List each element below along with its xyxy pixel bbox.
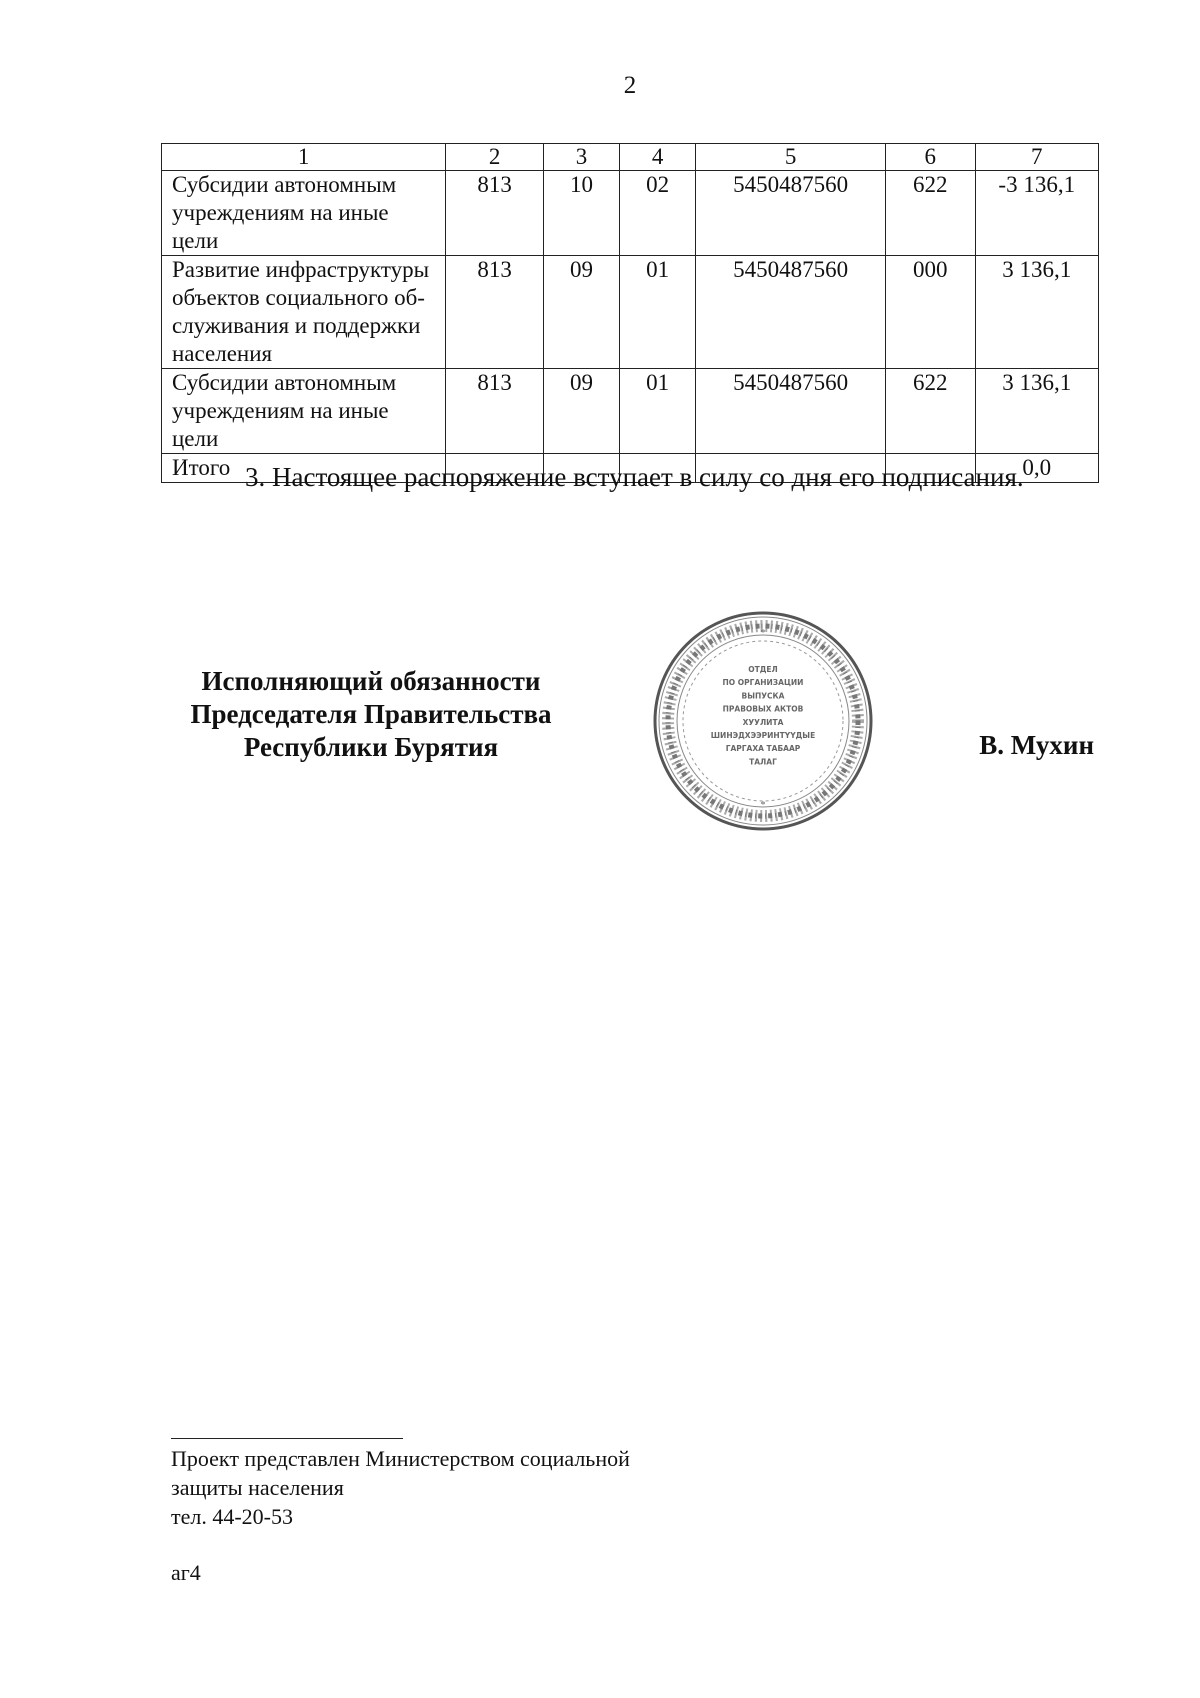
table-cell: 09: [543, 369, 619, 454]
clause-3-text: 3. Настоящее распоряжение вступает в силу со дня его подписания.: [245, 462, 1024, 492]
seal-center-text: ХУУЛИТА: [742, 717, 784, 727]
table-cell: 813: [446, 171, 544, 256]
table-cell: 5450487560: [696, 171, 886, 256]
seal-center-text: ПРАВОВЫХ АКТОВ: [722, 704, 804, 714]
seal-center-text: ОТДЕЛ: [748, 665, 778, 674]
row-name-line: Субсидии автономным: [172, 172, 397, 197]
svg-text:*: *: [760, 628, 766, 639]
seal-center-text: ШИНЭДХЭЭРИНТҮҮДЫЕ: [710, 731, 816, 740]
table-cell: 813: [446, 369, 544, 454]
footnote-line: защиты населения: [171, 1475, 344, 1500]
header-cell: 1: [162, 144, 446, 171]
row-name-cell: [162, 369, 446, 454]
header-cell: 3: [543, 144, 619, 171]
seal-center-text: ВЫПУСКА: [741, 691, 785, 701]
table-cell: 813: [446, 256, 544, 369]
header-cell: 2: [446, 144, 544, 171]
row-name-line: учреждениям на иные цели: [172, 200, 389, 253]
row-name-cell: [162, 171, 446, 256]
table-cell: 01: [620, 256, 696, 369]
footnote: [171, 1444, 630, 1531]
official-seal-stamp: [650, 608, 876, 834]
table-cell: 5450487560: [696, 369, 886, 454]
signer-name: В. Мухин: [979, 730, 1094, 760]
table-cell: 09: [543, 256, 619, 369]
table-row: [162, 171, 1099, 256]
header-cell: 6: [885, 144, 975, 171]
row-name-line: объектов социального об-: [172, 285, 425, 310]
document-code: аг4: [171, 1560, 201, 1585]
header-cell: 7: [975, 144, 1099, 171]
seal-center-text: ГАРГАХА ТАБААР: [725, 744, 801, 754]
table-row: [162, 369, 1099, 454]
table-cell: 622: [885, 171, 975, 256]
row-name-line: учреждениям на иные цели: [172, 398, 389, 451]
table-cell: 622: [885, 369, 975, 454]
row-name-cell: [162, 256, 446, 369]
signatory-title: [160, 665, 582, 764]
header-cell: 5: [696, 144, 886, 171]
total-label: Итого: [162, 454, 446, 483]
table-cell: 3 136,1: [975, 369, 1099, 454]
table-cell: 02: [620, 171, 696, 256]
row-name-line: Развитие инфраструктуры: [172, 257, 430, 282]
seal-graphic: [650, 608, 876, 834]
row-name-line: служивания и поддержки: [172, 313, 421, 338]
table-cell: -3 136,1: [975, 171, 1099, 256]
svg-text:*: *: [760, 800, 766, 811]
budget-table: [161, 143, 1099, 483]
footnote-divider: [171, 1438, 403, 1439]
table-cell: 5450487560: [696, 256, 886, 369]
table-cell: 000: [885, 256, 975, 369]
table-header-row: [162, 144, 1099, 171]
row-name-line: населения: [172, 341, 273, 366]
table-cell: 01: [620, 369, 696, 454]
table-row: [162, 256, 1099, 369]
total-value: 0,0: [975, 454, 1099, 483]
page-number: 2: [623, 72, 637, 99]
seal-center-text: ТАЛАГ: [749, 757, 777, 767]
footnote-line: Проект представлен Министерством социальной: [171, 1446, 630, 1471]
signatory-title-line: Республики Бурятия: [243, 732, 499, 762]
row-name-line: Субсидии автономным: [172, 370, 397, 395]
signatory-title-line: Председателя Правительства: [190, 699, 552, 729]
header-cell: 4: [620, 144, 696, 171]
table-cell: 3 136,1: [975, 256, 1099, 369]
signatory-title-line: Исполняющий обязанности: [201, 666, 541, 696]
footnote-line: тел. 44-20-53: [171, 1504, 294, 1529]
table-cell: 10: [543, 171, 619, 256]
seal-center-text: ПО ОРГАНИЗАЦИИ: [722, 678, 804, 688]
